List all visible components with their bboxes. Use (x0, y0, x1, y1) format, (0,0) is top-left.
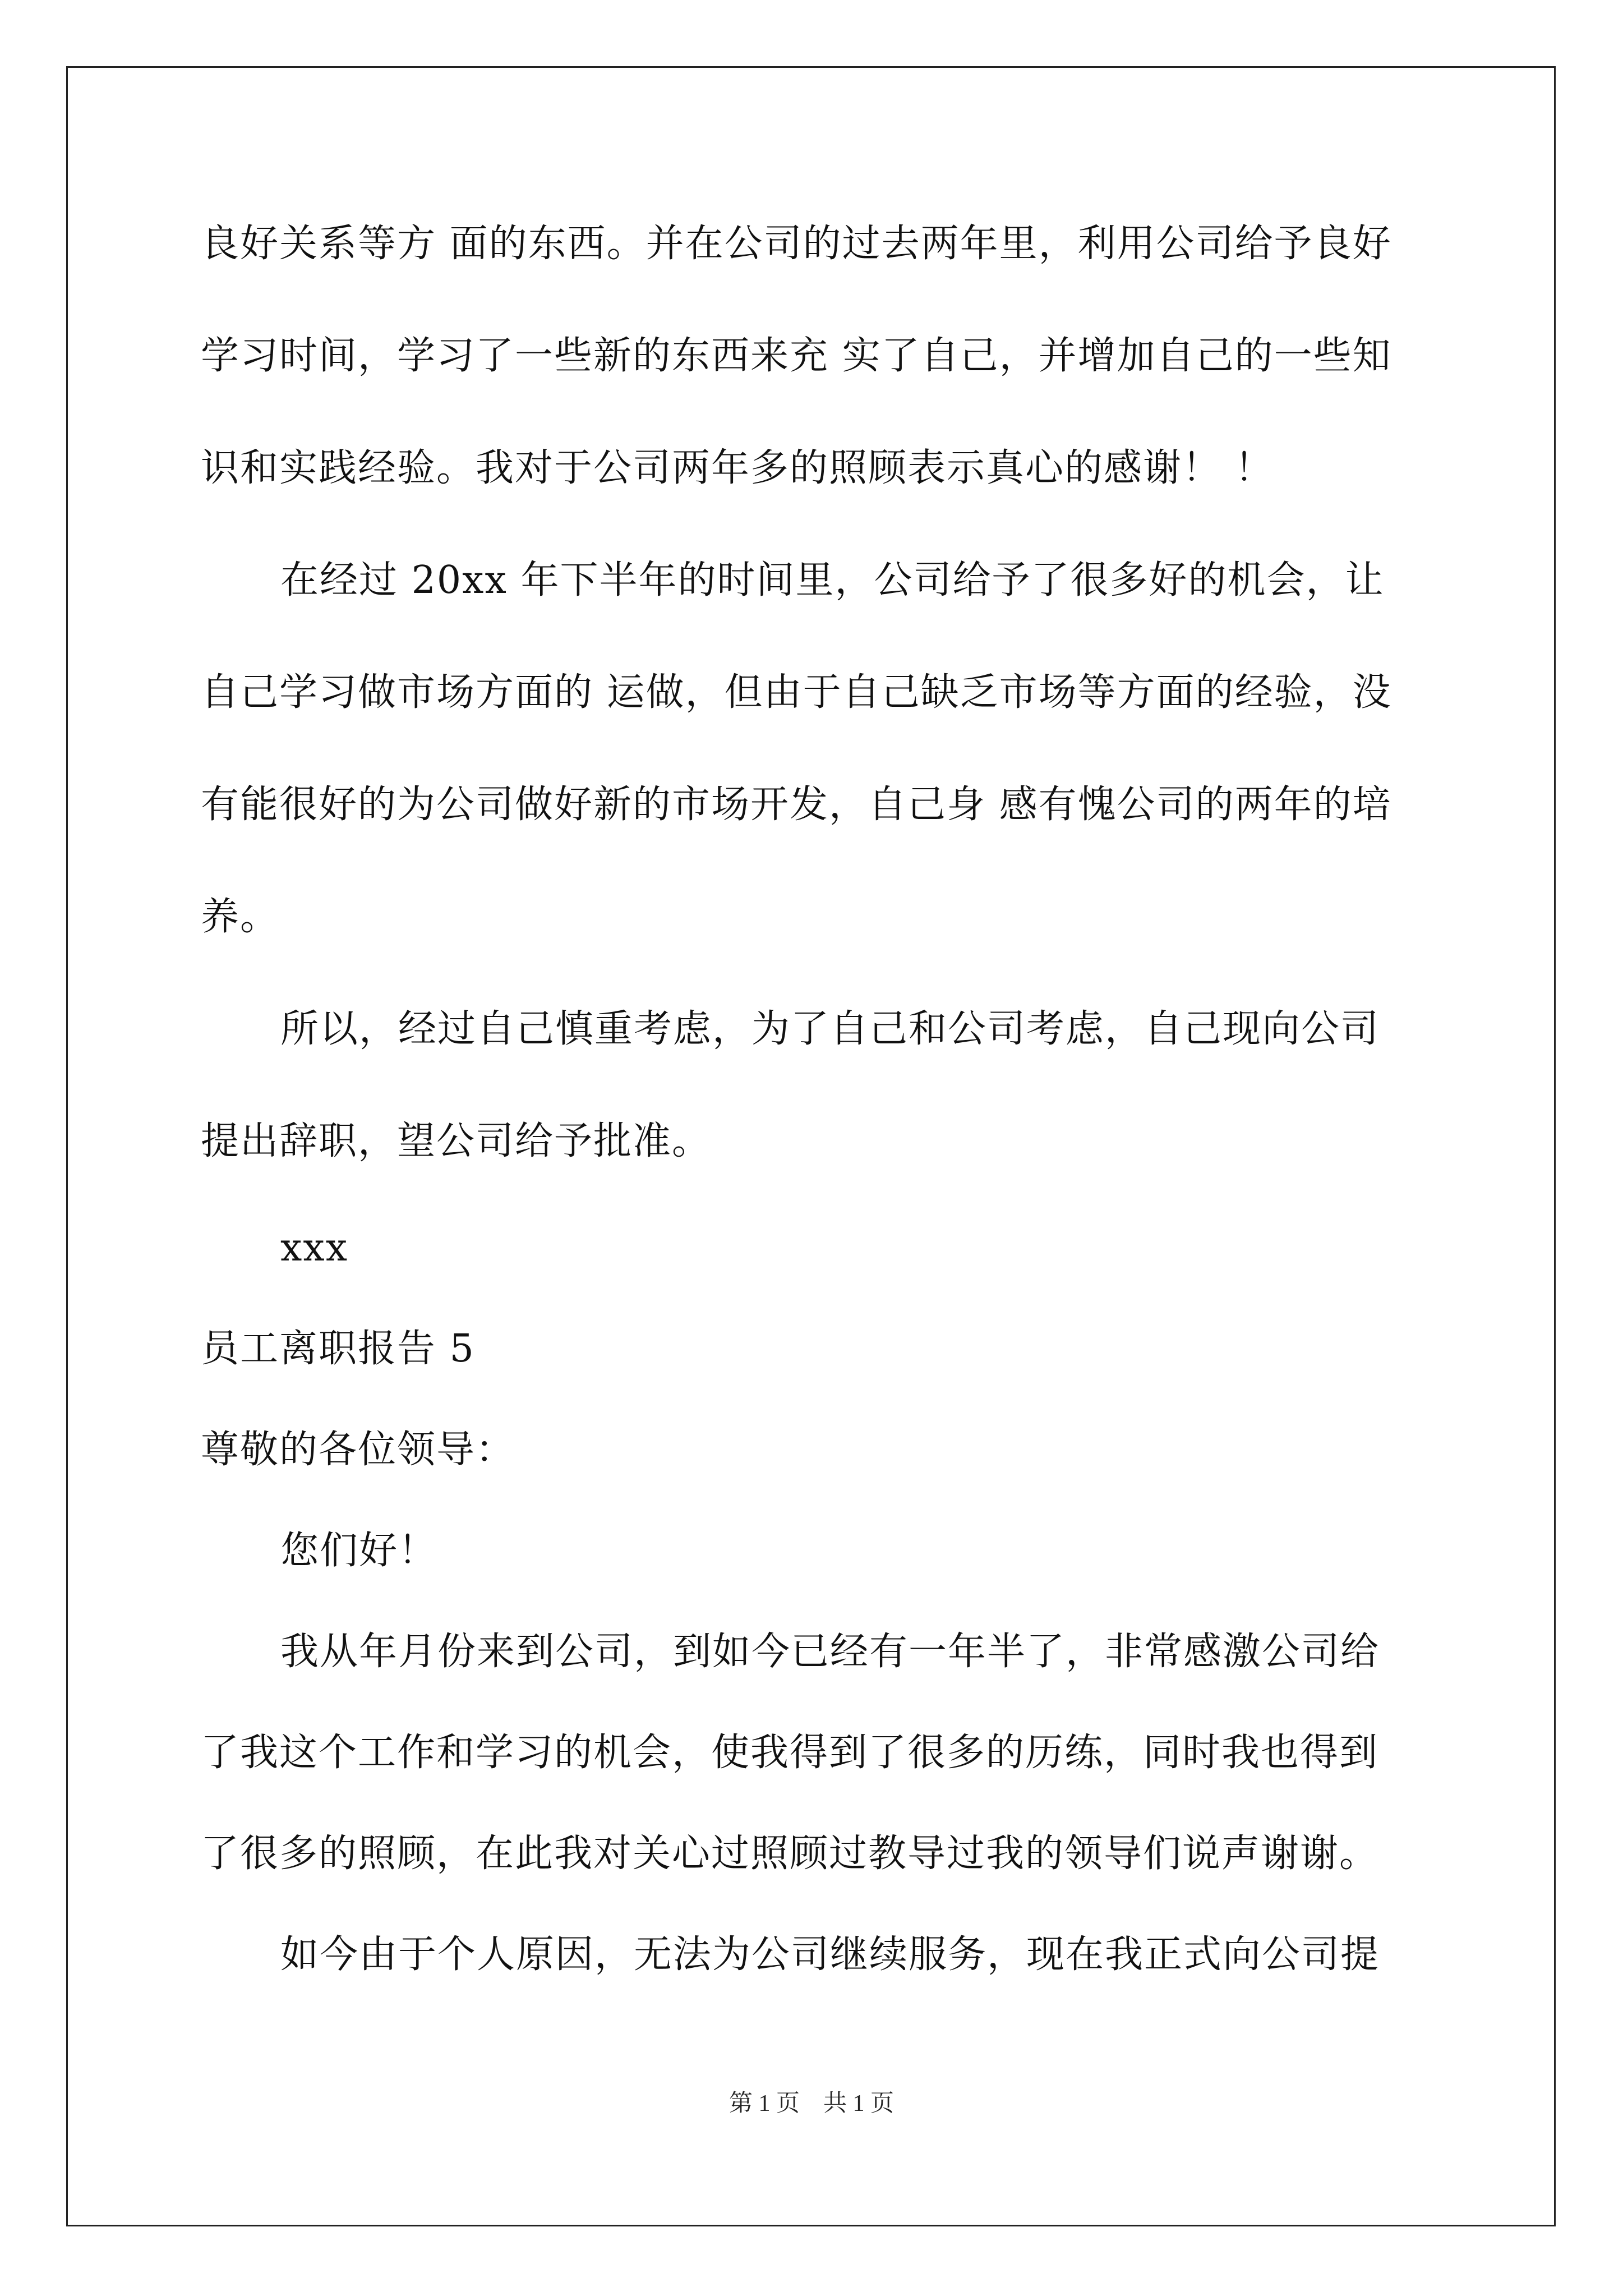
salutation-line: 尊敬的各位领导： (201, 1428, 515, 1472)
page-number-footer: 第 1 页 共 1 页 (728, 2091, 894, 2116)
paragraph-line: 识和实践经验。我对于公司两年多的照顾表示真心的感谢！ ！ (201, 446, 1274, 490)
section-title: 员工离职报告 5 (201, 1327, 475, 1371)
signature-line: xxx (280, 1226, 349, 1270)
paragraph-line: 了我这个工作和学习的机会，使我得到了很多的历练，同时我也得到 (201, 1731, 1379, 1775)
paragraph-line: 在经过 20xx 年下半年的时间里，公司给予了很多好的机会，让 (280, 558, 1385, 602)
paragraph-line: 学习时间，学习了一些新的东西来充 实了自己，并增加自己的一些知 (201, 334, 1392, 378)
paragraph-line: 所以，经过自己慎重考虑，为了自己和公司考虑，自己现向公司 (280, 1007, 1380, 1051)
paragraph-line: 了很多的照顾，在此我对关心过照顾过教导过我的领导们说声谢谢。 (201, 1832, 1379, 1876)
paragraph-line: 有能很好的为公司做好新的市场开发，自己身 感有愧公司的两年的培 (201, 783, 1392, 827)
paragraph-line: 提出辞职，望公司给予批准。 (201, 1119, 712, 1163)
paragraph-line: 养。 (201, 895, 280, 939)
paragraph-line: 如今由于个人原因，无法为公司继续服务，现在我正式向公司提 (280, 1932, 1380, 1977)
paragraph-line: 良好关系等方 面的东西。并在公司的过去两年里，利用公司给予良好 (201, 222, 1392, 266)
paragraph-line: 我从年月份来到公司，到如今已经有一年半了，非常感激公司给 (280, 1630, 1380, 1674)
paragraph-line: 自己学习做市场方面的 运做，但由于自己缺乏市场等方面的经验，没 (201, 670, 1392, 715)
greeting-line: 您们好！ (280, 1529, 438, 1573)
